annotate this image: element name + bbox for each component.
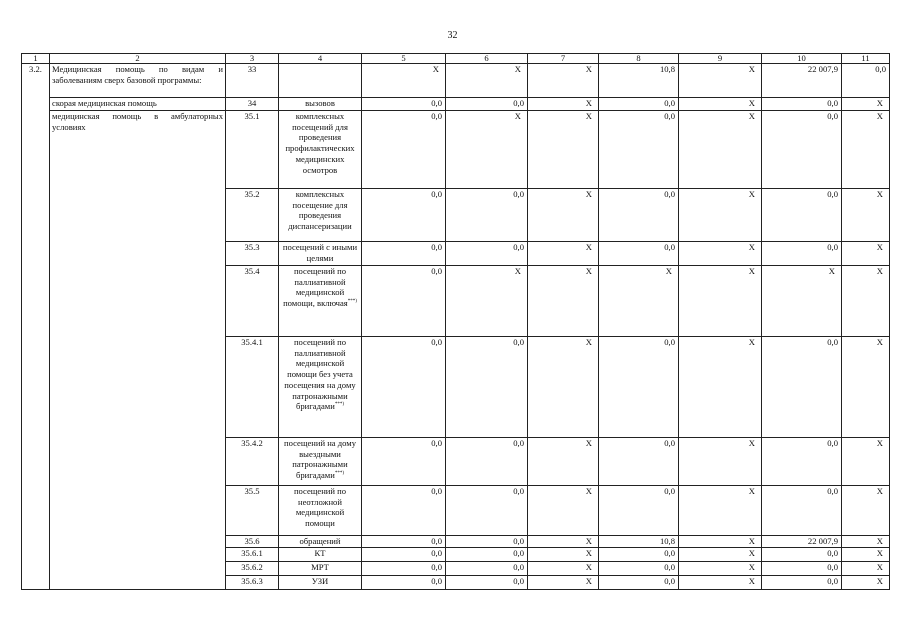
cell-c8: 10,8	[599, 536, 679, 548]
footnote-mark: ***)	[334, 402, 344, 408]
row-code: 35.5	[226, 486, 279, 536]
cell-c11: X	[842, 98, 890, 111]
cell-c6: 0,0	[446, 337, 528, 438]
cell-c9: X	[679, 266, 762, 337]
cell-c9: X	[679, 337, 762, 438]
cell-c7: X	[528, 486, 599, 536]
cell-c6: 0,0	[446, 189, 528, 242]
row-code: 35.4.1	[226, 337, 279, 438]
tariff-table	[21, 53, 890, 590]
cell-c11: X	[842, 536, 890, 548]
cell-c10: X	[762, 266, 842, 337]
cell-c9: X	[679, 98, 762, 111]
row-code: 35.3	[226, 242, 279, 266]
cell-c5: 0,0	[362, 266, 446, 337]
table-row	[22, 98, 890, 111]
cell-c11: X	[842, 547, 890, 561]
cell-c9: X	[679, 438, 762, 486]
cell-c8: 0,0	[599, 98, 679, 111]
cell-c10: 0,0	[762, 561, 842, 575]
cell-c7: X	[528, 536, 599, 548]
cell-c10: 0,0	[762, 111, 842, 189]
cell-c5: 0,0	[362, 337, 446, 438]
unit-label: комплексных посещений для проведения профилактических медицинских осмотров	[285, 111, 355, 175]
cell-c11: X	[842, 266, 890, 337]
col-header-6: 6	[446, 54, 528, 64]
cell-c11: X	[842, 575, 890, 589]
row-unit	[279, 242, 362, 266]
cell-c8: 0,0	[599, 561, 679, 575]
col-header-9: 9	[679, 54, 762, 64]
cell-c7: X	[528, 64, 599, 98]
page-number: 32	[447, 30, 458, 41]
row-unit	[279, 536, 362, 548]
cell-c6: 0,0	[446, 242, 528, 266]
cell-c9: X	[679, 189, 762, 242]
row-unit	[279, 438, 362, 486]
section-number: 3.2.	[22, 64, 50, 590]
cell-c9: X	[679, 64, 762, 98]
unit-label: УЗИ	[311, 575, 329, 586]
cell-c7: X	[528, 189, 599, 242]
row-unit	[279, 547, 362, 561]
col-header-5: 5	[362, 54, 446, 64]
row-unit	[279, 561, 362, 575]
table-row	[22, 111, 890, 189]
cell-c10: 0,0	[762, 242, 842, 266]
row-unit	[279, 266, 362, 337]
cell-c6: 0,0	[446, 486, 528, 536]
cell-c5: 0,0	[362, 575, 446, 589]
cell-c7: X	[528, 438, 599, 486]
cell-c6: 0,0	[446, 536, 528, 548]
table-row	[22, 64, 890, 98]
cell-c9: X	[679, 111, 762, 189]
row-code: 35.4	[226, 266, 279, 337]
cell-c10: 22 007,9	[762, 64, 842, 98]
row-code: 33	[226, 64, 279, 98]
cell-c9: X	[679, 561, 762, 575]
cell-c5: 0,0	[362, 486, 446, 536]
footnote-mark: ***)	[334, 471, 344, 477]
cell-c6: 0,0	[446, 575, 528, 589]
cell-c10: 0,0	[762, 337, 842, 438]
cell-c8: X	[599, 266, 679, 337]
cell-c5: 0,0	[362, 242, 446, 266]
cell-c11: X	[842, 242, 890, 266]
cell-c8: 10,8	[599, 64, 679, 98]
unit-label: посещений по паллиативной медицинской помощи без учета посещения на дому патронажными бригадами	[284, 337, 356, 412]
row-code: 35.2	[226, 189, 279, 242]
row-code: 35.6	[226, 536, 279, 548]
row-unit	[279, 337, 362, 438]
footnote-mark: ***)	[347, 299, 357, 305]
cell-c6: X	[446, 64, 528, 98]
cell-c5: 0,0	[362, 98, 446, 111]
cell-c9: X	[679, 536, 762, 548]
row-unit	[279, 575, 362, 589]
cell-c6: 0,0	[446, 547, 528, 561]
cell-c5: X	[362, 64, 446, 98]
col-header-10: 10	[762, 54, 842, 64]
cell-c7: X	[528, 561, 599, 575]
cell-c6: 0,0	[446, 438, 528, 486]
col-header-7: 7	[528, 54, 599, 64]
cell-c11: 0,0	[842, 64, 890, 98]
cell-c9: X	[679, 486, 762, 536]
cell-c10: 0,0	[762, 98, 842, 111]
col-header-3: 3	[226, 54, 279, 64]
cell-c9: X	[679, 547, 762, 561]
row-code: 35.1	[226, 111, 279, 189]
cell-c8: 0,0	[599, 547, 679, 561]
group-name: медицинская помощь в амбулаторных условиях	[50, 111, 226, 590]
cell-c8: 0,0	[599, 575, 679, 589]
col-header-1: 1	[22, 54, 50, 64]
col-header-11: 11	[842, 54, 890, 64]
cell-c10: 0,0	[762, 547, 842, 561]
cell-c5: 0,0	[362, 438, 446, 486]
row-code: 34	[226, 98, 279, 111]
cell-c5: 0,0	[362, 189, 446, 242]
unit-label: КТ	[314, 547, 326, 558]
row-unit: вызовов	[279, 98, 362, 111]
row-code: 35.6.3	[226, 575, 279, 589]
cell-c5: 0,0	[362, 547, 446, 561]
cell-c11: X	[842, 486, 890, 536]
row-name: Медицинская помощь по видам и заболеваниям сверх базовой программы:	[50, 64, 226, 98]
cell-c7: X	[528, 575, 599, 589]
cell-c7: X	[528, 547, 599, 561]
cell-c11: X	[842, 111, 890, 189]
cell-c10: 0,0	[762, 189, 842, 242]
col-header-4: 4	[279, 54, 362, 64]
cell-c10: 22 007,9	[762, 536, 842, 548]
cell-c8: 0,0	[599, 242, 679, 266]
table-body	[22, 54, 890, 590]
row-unit	[279, 64, 362, 98]
cell-c7: X	[528, 337, 599, 438]
row-name: скорая медицинская помощь	[50, 98, 226, 111]
cell-c7: X	[528, 266, 599, 337]
cell-c9: X	[679, 575, 762, 589]
row-code: 35.6.2	[226, 561, 279, 575]
cell-c8: 0,0	[599, 337, 679, 438]
cell-c11: X	[842, 189, 890, 242]
cell-c10: 0,0	[762, 486, 842, 536]
cell-c7: X	[528, 242, 599, 266]
row-unit	[279, 189, 362, 242]
row-code: 35.6.1	[226, 547, 279, 561]
cell-c6: 0,0	[446, 98, 528, 111]
cell-c8: 0,0	[599, 438, 679, 486]
cell-c7: X	[528, 111, 599, 189]
cell-c7: X	[528, 98, 599, 111]
unit-label: посещений по неотложной медицинской помощи	[293, 486, 347, 529]
row-unit	[279, 111, 362, 189]
column-number-row	[22, 54, 890, 64]
cell-c11: X	[842, 337, 890, 438]
row-unit	[279, 486, 362, 536]
cell-c8: 0,0	[599, 189, 679, 242]
unit-label: посещений по паллиативной медицинской помощи, включая	[283, 266, 348, 309]
cell-c11: X	[842, 561, 890, 575]
cell-c5: 0,0	[362, 536, 446, 548]
cell-c9: X	[679, 242, 762, 266]
cell-c6: X	[446, 266, 528, 337]
cell-c10: 0,0	[762, 575, 842, 589]
col-header-2: 2	[50, 54, 226, 64]
unit-label: МРТ	[311, 561, 329, 572]
cell-c6: X	[446, 111, 528, 189]
unit-label: посещений с иными целями	[282, 242, 358, 263]
cell-c11: X	[842, 438, 890, 486]
unit-label: обращений	[299, 536, 341, 546]
cell-c8: 0,0	[599, 111, 679, 189]
cell-c5: 0,0	[362, 111, 446, 189]
unit-label: посещений на дому выездными патронажными бригадами	[283, 438, 357, 481]
cell-c5: 0,0	[362, 561, 446, 575]
cell-c8: 0,0	[599, 486, 679, 536]
cell-c6: 0,0	[446, 561, 528, 575]
col-header-8: 8	[599, 54, 679, 64]
cell-c10: 0,0	[762, 438, 842, 486]
row-code: 35.4.2	[226, 438, 279, 486]
unit-label: комплексных посещение для проведения диспансеризации	[288, 189, 352, 232]
